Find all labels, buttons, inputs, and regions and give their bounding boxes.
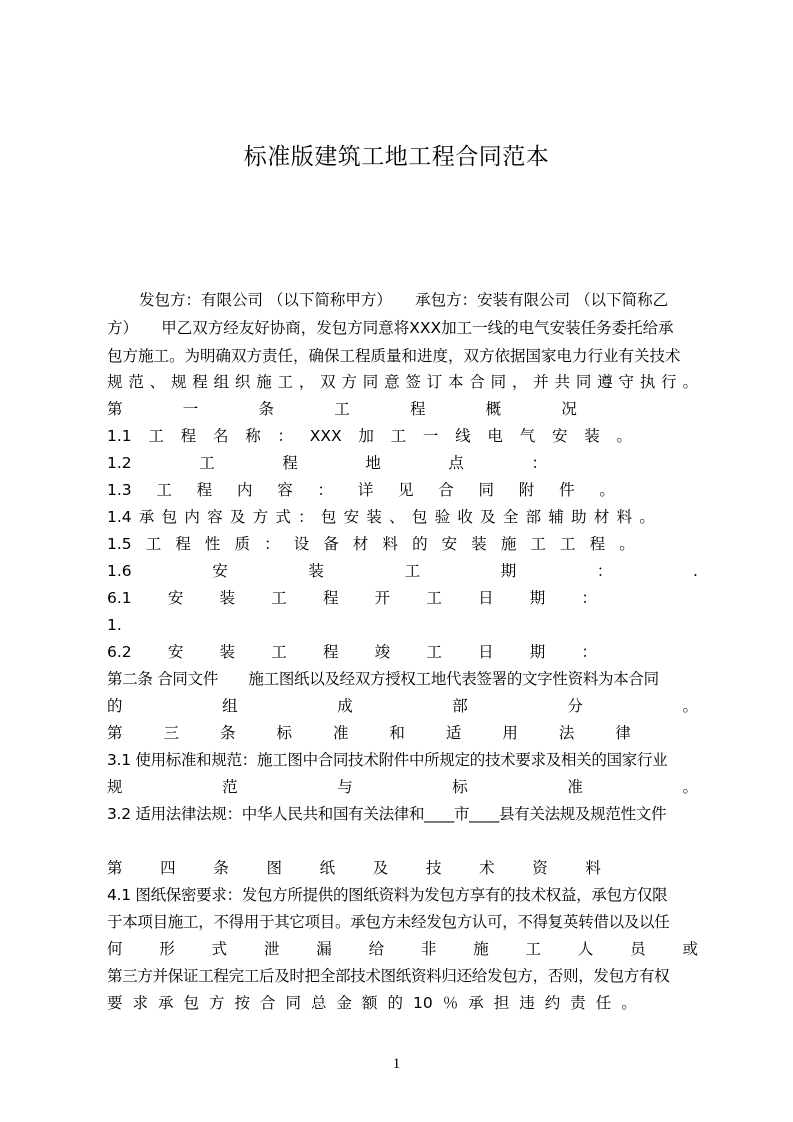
item-3-2: 3.2 适用法律法规：中华人民共和国有关法律和____市____县有关法规及规范性文件: [107, 805, 667, 823]
article-2-line-2: 的 组 成 部 分 。: [107, 697, 698, 715]
item-1-4: 1.4 承 包 内 容 及 方 式 ： 包 安 装 、 包 验 收 及 全 部 辅 助 材 料 。: [107, 508, 655, 526]
item-6-2: 6.2 安 装 工 程 竣 工 日 期 ：: [107, 643, 597, 661]
intro-line-3: 包方施工。为明确双方责任，确保工程质量和进度，双方依据国家电力行业有关技术: [107, 347, 681, 365]
item-3-1-line-2: 规 范 与 标 准 。: [107, 778, 698, 796]
article-1-heading: 第 一 条 工 程 概 况: [107, 400, 577, 418]
page-title: 标准版建筑工地工程合同范本: [243, 144, 550, 170]
page-number: 1: [392, 1056, 401, 1072]
article-2-line-1: 第二条 合同文件 施工图纸以及经双方授权工地代表签署的文字性资料为本合同: [107, 670, 659, 688]
item-4-1-line-1: 4.1 图纸保密要求：发包方所提供的图纸资料为发包方享有的技术权益，承包方仅限: [107, 886, 668, 904]
intro-line-1: 发包方：有限公司 （以下简称甲方） 承包方：安装有限公司 （以下简称乙: [139, 291, 669, 309]
item-4-1-line-3: 何 形 式 泄 漏 给 非 施 工 人 员 或: [107, 940, 698, 958]
item-1-6: 1.6 安 装 工 期 ： .: [107, 562, 698, 580]
item-1-1: 1.1 工 程 名 称 ： XXX 加 工 一 线 电 气 安 装 。: [107, 427, 632, 445]
item-3-1-line-1: 3.1 使用标准和规范：施工图中合同技术附件中所规定的技术要求及相关的国家行业: [107, 751, 668, 769]
article-4-heading: 第 四 条 图 纸 及 技 术 资 料: [107, 859, 601, 877]
item-6-1: 6.1 安 装 工 程 开 工 日 期 ：: [107, 589, 597, 607]
intro-line-4: 规 范 、 规 程 组 织 施 工 ， 双 方 同 意 签 订 本 合 同 ， 并 共 同 遵 守 执 行 。: [107, 373, 698, 391]
item-4-1-line-4: 第三方并保证工程完工后及时把全部技术图纸资料归还给发包方，否则，发包方有权: [107, 967, 670, 985]
intro-line-2: 方） 甲乙双方经友好协商，发包方同意将XXX加工一线的电气安装任务委托给承: [107, 319, 674, 337]
item-4-1-line-2: 于本项目施工，不得用于其它项目。承包方未经发包方认可，不得复英转借以及以任: [107, 913, 670, 931]
article-3-heading: 第 三 条 标 准 和 适 用 法 律: [107, 724, 631, 742]
item-1-3: 1.3 工 程 内 容 ： 详 见 合 同 附 件 。: [107, 481, 615, 499]
item-1-2: 1.2 工 程 地 点 ：: [107, 454, 547, 472]
item-1-blank: 1.: [107, 616, 122, 634]
item-4-1-line-5: 要 求 承 包 方 按 合 同 总 金 额 的 10 ％ 承 担 违 约 责 任 。: [107, 994, 637, 1012]
item-1-5: 1.5 工 程 性 质 ： 设 备 材 料 的 安 装 施 工 工 程 。: [107, 535, 635, 553]
